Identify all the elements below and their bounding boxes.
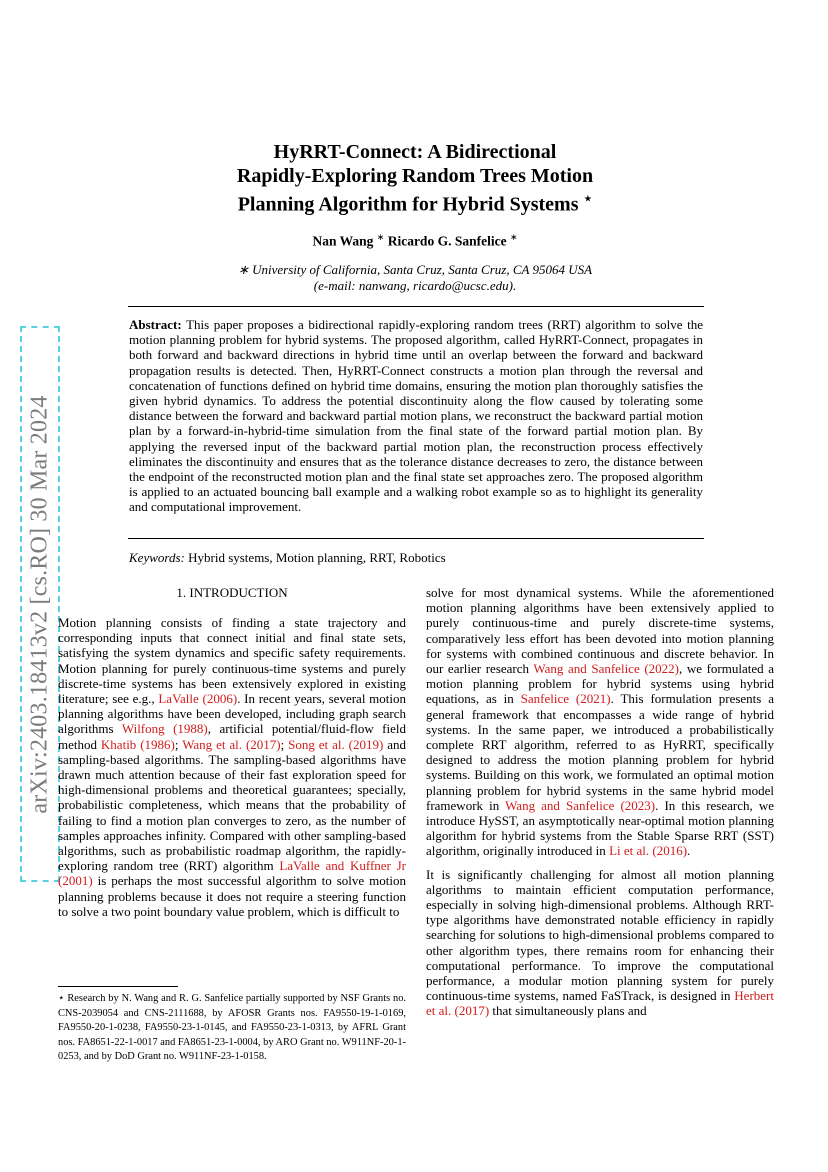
body-text: Motion planning consists of finding a state trajectory and corresponding inputs that connect initial and final state sets, satisfying the system dynamics and specific safety requirements. Motion planning for purely continuous-time systems and purely discrete-time systems has been extensively explored in existing literature; see e.g., <box>58 615 406 707</box>
body-text: , we formulated a motion planning problem for hybrid systems using hybrid equations, as in <box>426 661 774 707</box>
citation-link[interactable]: Wang and Sanfelice (2022) <box>533 661 679 677</box>
intro-paragraph <box>426 585 774 859</box>
footnote-rule <box>58 986 178 987</box>
citation-link[interactable]: LaValle and Kuffner Jr (2001) <box>58 858 406 889</box>
title-footnote-star[interactable]: ⋆ <box>583 192 593 207</box>
footnote: ⋆ Research by N. Wang and R. G. Sanfelice partially supported by NSF Grants no. CNS-2039054 and CNS-2111688, by AFOSR Grants nos. FA9550-19-1-0169, FA9550-20-1-0238, FA9550-23-1-0145, and FA9550-23-1-0313, by AFRL Grant nos. FA8651-22-1-0017 and FA8651-23-1-0004, by ARO Grant no. W911NF-20-1-0253, and by DoD Grant no. W911NF-23-1-0158. <box>58 993 406 1063</box>
affiliation-mark: ∗ <box>509 232 518 242</box>
abstract-bottom-rule <box>128 538 704 539</box>
keywords <box>129 550 703 566</box>
left-column <box>58 615 406 919</box>
intro-paragraph <box>58 615 406 919</box>
affiliation <box>150 262 680 294</box>
abstract-label: Abstract: <box>129 317 182 332</box>
author-name: Nan Wang <box>312 233 374 249</box>
citation-link[interactable]: Li et al. (2016) <box>609 843 688 859</box>
arxiv-identifier[interactable]: arXiv:2403.18413v2 [cs.RO] 30 Mar 2024 <box>26 394 53 814</box>
body-text: It is significantly challenging for almost all motion planning algorithms to maintain efficient computation performance, especially in solving high-dimensional problems. Although RRT-type algorithms have demonstrated notable efficiency in rapidly searching for solutions to high-dimensional problems compared to other algorithm types, there remains room for enhancing their computational performance. To improve the computational performance, a modular motion planning system for purely continuous-time systems, named FaSTrack, is designed in <box>426 866 774 1004</box>
citation-link[interactable]: LaValle (2006) <box>158 691 238 707</box>
body-text: , artificial potential/fluid-flow field method <box>58 721 407 752</box>
body-text: . In this research, we introduce HySST, an asymptotically near-optimal motion planning algorithm for hybrid systems from the Stable Sparse RRT (SST) algorithm, originally introduced in <box>426 797 774 859</box>
abstract-text: This paper proposes a bidirectional rapidly-exploring random trees (RRT) algorithm to solve the motion planning problem for hybrid systems. The proposed algorithm, called HyRRT-Connect, propagates in both forward and backward directions in hybrid time until an overlap between the forward and backward propagation results is detected. Then, HyRRT-Connect constructs a motion plan through the reversal and concatenation of functions defined on hybrid time domains, ensuring the motion plan thoroughly satisfies the given hybrid dynamics. To address the potential discontinuity along the flow caused by tolerating some distance between the forward and backward partial motion plans, we reconstruct the backward partial motion plan by a forward-in-hybrid-time simulation from the final state of the forward partial motion plan. By applying the reversed input of the backward partial motion plan, the reconstruction process effectively eliminates the discontinuity and ensures that as the tolerance distance decreases to zero, the distance between the endpoint of the reconstructed motion plan and the final state set approaches zero. The proposed algorithm is applied to an actuated bouncing ball example and a walking robot example so as to highlight its generality and computational improvement. <box>129 317 703 515</box>
affiliation-mark: ∗ <box>376 232 385 242</box>
body-text: solve for most dynamical systems. While the aforementioned motion planning algorithms have been extensively applied to purely continuous-time and purely discrete-time systems, comparatively less effort has been devoted into motion planning for systems with combined continuous and discrete behavior. In our earlier research <box>426 585 774 677</box>
citation-link[interactable]: Wang and Sanfelice (2023) <box>505 797 656 813</box>
email-line: (e-mail: nanwang, ricardo@ucsc.edu). <box>313 278 517 293</box>
keywords-text: Hybrid systems, Motion planning, RRT, Robotics <box>188 550 446 565</box>
body-text: . This formulation presents a general framework that encompasses a wide range of hybrid systems. In the same paper, we introduced a probabilistically complete RRT algorithm, referred to as HyRRT, specifically designed to address the motion planning problem for hybrid systems. Building on this work, we formulated an optimal motion planning problem for hybrid systems in the same hybrid model framework in <box>426 691 774 813</box>
abstract-top-rule <box>128 306 704 307</box>
citation-link[interactable]: Song et al. (2019) <box>288 736 384 752</box>
title-line-3 <box>150 188 680 217</box>
body-text: . <box>687 843 691 859</box>
title-line-2: Rapidly-Exploring Random Trees Motion <box>236 165 594 187</box>
body-text: is perhaps the most successful algorithm to solve motion planning problems because it does not require a steering function to solve a two point boundary value problem, which is difficult to <box>58 873 406 919</box>
citation-link[interactable]: Khatib (1986) <box>100 736 175 752</box>
section-heading: 1. INTRODUCTION <box>176 585 288 600</box>
citation-link[interactable]: Sanfelice (2021) <box>520 691 611 707</box>
keywords-label: Keywords: <box>129 550 185 565</box>
arxiv-stamp[interactable] <box>20 326 60 882</box>
citation-link[interactable]: Wilfong (1988) <box>121 721 208 737</box>
abstract <box>129 317 703 515</box>
citation-link[interactable]: Herbert et al. (2017) <box>426 988 774 1019</box>
title-line-3-text: Planning Algorithm for Hybrid Systems <box>237 193 579 216</box>
title-line-1: HyRRT-Connect: A Bidirectional <box>273 141 557 163</box>
citation-link[interactable]: Wang et al. (2017) <box>182 736 281 752</box>
body-text: ; <box>174 736 183 752</box>
body-text: and sampling-based algorithms. The sampling-based algorithms have drawn much attention because of their fast exploration speed for high-dimensional problems and theoretical guarantees; specially, probabilistic completeness, which means that the probability of failing to find a motion plan converges to zero, as the number of samples approaches infinity. Compared with other sampling-based algorithms, such as probabilistic roadmap algorithm, the rapidly-exploring random tree (RRT) algorithm <box>58 736 406 874</box>
affiliation-line: ∗ University of California, Santa Cruz, Santa Cruz, CA 95064 USA <box>237 262 593 277</box>
author-name: Ricardo G. Sanfelice <box>387 233 507 249</box>
author-list <box>150 232 680 250</box>
intro-paragraph <box>426 867 774 1019</box>
body-text: that simultaneously plans and <box>489 1003 647 1019</box>
right-column <box>426 585 774 1019</box>
paper-title <box>150 140 680 217</box>
body-text: . In recent years, several motion planning algorithms have been developed, including graph search algorithms <box>58 691 407 737</box>
body-text: ; <box>280 736 289 752</box>
